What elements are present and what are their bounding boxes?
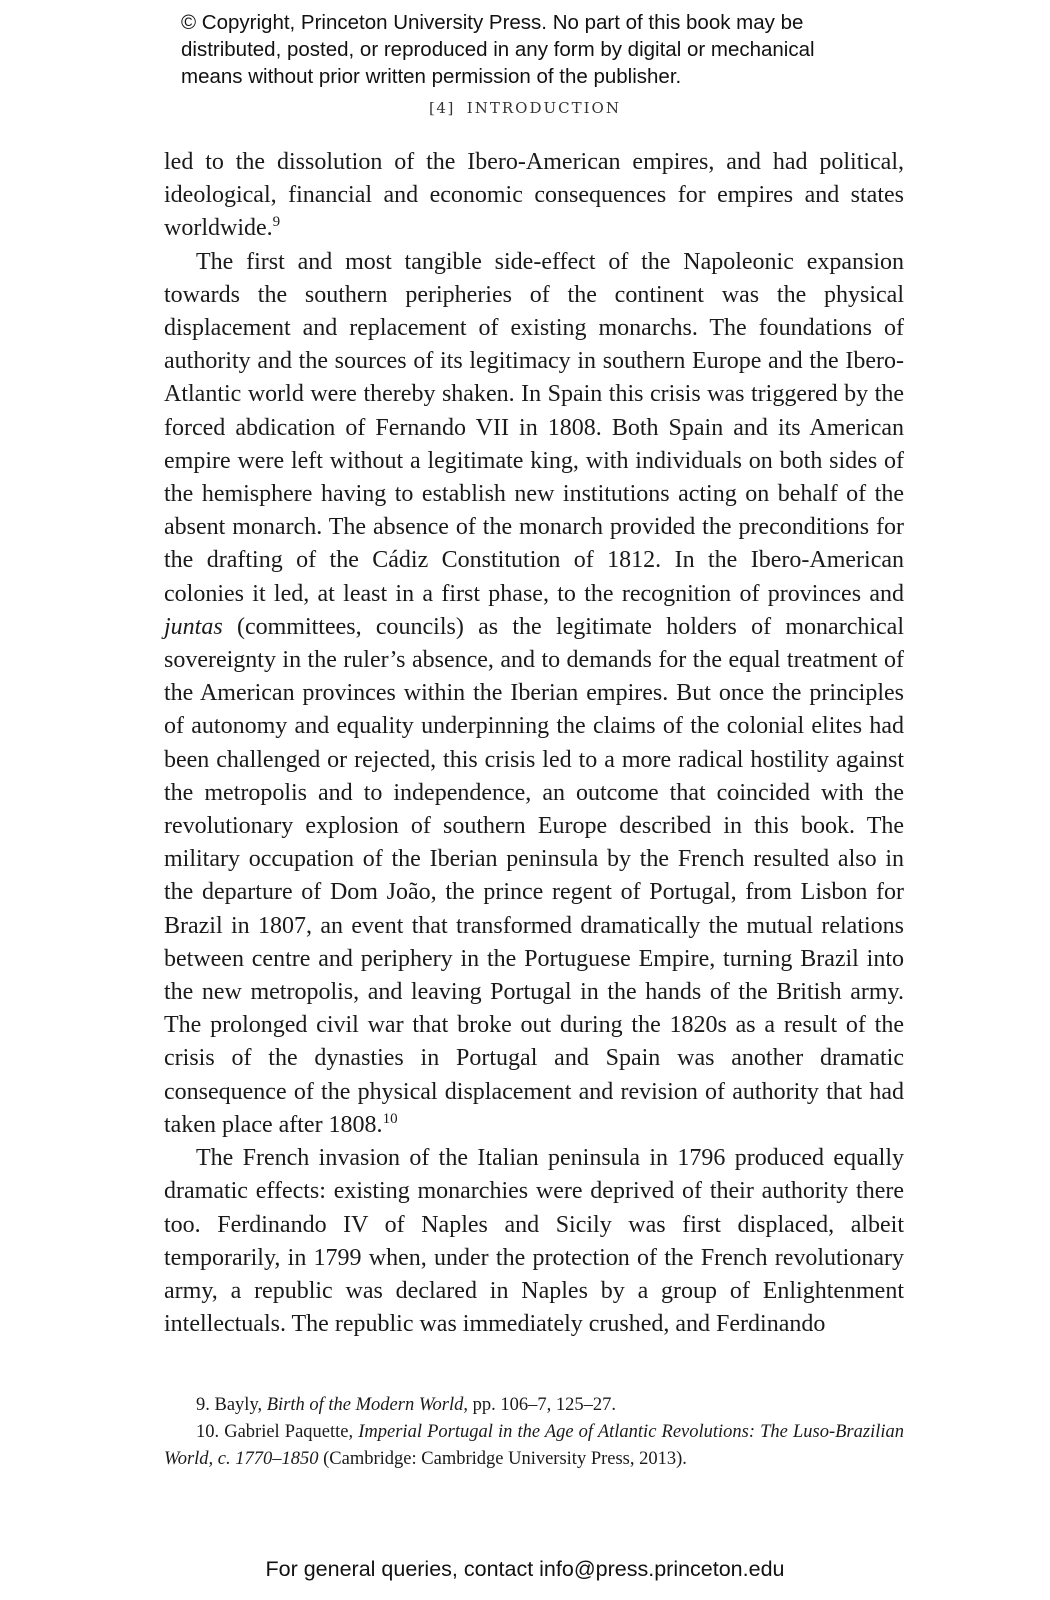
footnote-10-lead: 10. Gabriel Paquette, <box>196 1422 359 1442</box>
paragraph-3-text: The French invasion of the Italian peninsula in 1796 produced equally dramatic effects: existing monarchies were deprived of their authority there too. Ferdinando IV of Naples and Sicily was first displaced, albeit temporarily, in 1799 when, under the protection of the French revolutionary army, a republic was declared in Naples by a group of Enlightenment intellectuals. The republic was immediately crushed, and Ferdinando <box>164 1145 904 1338</box>
paragraph-2-text-b: (committees, councils) as the legitimate holders of monarchical sovereignty in the ruler’s absence, and to demands for the equal treatment of the American provinces within the Iberian empires. But once the principles of autonomy and equality underpinning the claims of the colonial elites had been challenged or rejected, this crisis led to a more radical hostility against the metropolis and to independence, an outcome that coincided with the revolutionary explosion of southern Europe described in this book. The military occupation of the Iberian peninsula by the French resulted also in the departure of Dom João, the prince regent of Portugal, from Lisbon for Brazil in 1807, an event that transformed dramatically the mutual relations between centre and periphery in the Portuguese Empire, turning Brazil into the new metropolis, and leaving Portugal in the hands of the British army. The prolonged civil war that broke out during the 1820s as a result of the crisis of the dynasties in Portugal and Spain was another dramatic consequence of the physical displacement and revision of authority that had taken place after 1808. <box>164 613 904 1138</box>
copyright-line-1: © Copyright, Princeton University Press. No part of this book may be <box>181 11 804 34</box>
footnote-10 <box>164 1419 904 1473</box>
copyright-notice <box>181 9 881 90</box>
footnote-ref-9[interactable]: 9 <box>272 214 281 231</box>
main-text <box>164 146 904 1341</box>
footnote-ref-10[interactable]: 10 <box>382 1110 398 1127</box>
running-head <box>0 99 1050 117</box>
footnote-10-rest: (Cambridge: Cambridge University Press, 2013). <box>318 1449 687 1469</box>
paragraph-2 <box>164 246 904 1142</box>
footnotes <box>164 1392 904 1473</box>
copyright-line-2: distributed, posted, or reproduced in any form by digital or mechanical <box>181 38 815 61</box>
page-number: [4] <box>429 99 455 117</box>
footnote-9-rest: , pp. 106–7, 125–27. <box>463 1395 617 1415</box>
footnote-9 <box>164 1392 904 1419</box>
paragraph-3 <box>164 1142 904 1341</box>
paragraph-1 <box>164 146 904 246</box>
section-title: INTRODUCTION <box>466 99 621 117</box>
paragraph-1-text: led to the dissolution of the Ibero-American empires, and had political, ideological, financial and economic consequences for empires and states worldwide. <box>164 149 904 242</box>
footnote-9-lead: 9. Bayly, <box>196 1395 267 1415</box>
footnote-10-title: Imperial Portugal in the Age of Atlantic Revolutions: The Luso-Brazilian World, c. 1770–1850 <box>164 1422 904 1469</box>
paragraph-2-text-a: The first and most tangible side-effect of the Napoleonic expansion towards the southern peripheries of the continent was the physical displacement and replacement of existing monarchs. The foundations of authority and the sources of its legitimacy in southern Europe and the Ibero-Atlantic world were thereby shaken. In Spain this crisis was triggered by the forced abdication of Fernando VII in 1808. Both Spain and its American empire were left without a legitimate king, with individuals on both sides of the hemisphere having to establish new institutions acting on behalf of the absent monarch. The absence of the monarch provided the preconditions for the drafting of the Cádiz Constitution of 1812. In the Ibero-American colonies it led, at least in a first phase, to the recognition of provinces and <box>164 248 904 607</box>
paragraph-2-italic: juntas <box>164 613 223 640</box>
copyright-line-3: means without prior written permission of the publisher. <box>181 65 682 88</box>
footer-contact: For general queries, contact info@press.princeton.edu <box>265 1557 785 1581</box>
footnote-9-title: Birth of the Modern World <box>266 1395 464 1415</box>
